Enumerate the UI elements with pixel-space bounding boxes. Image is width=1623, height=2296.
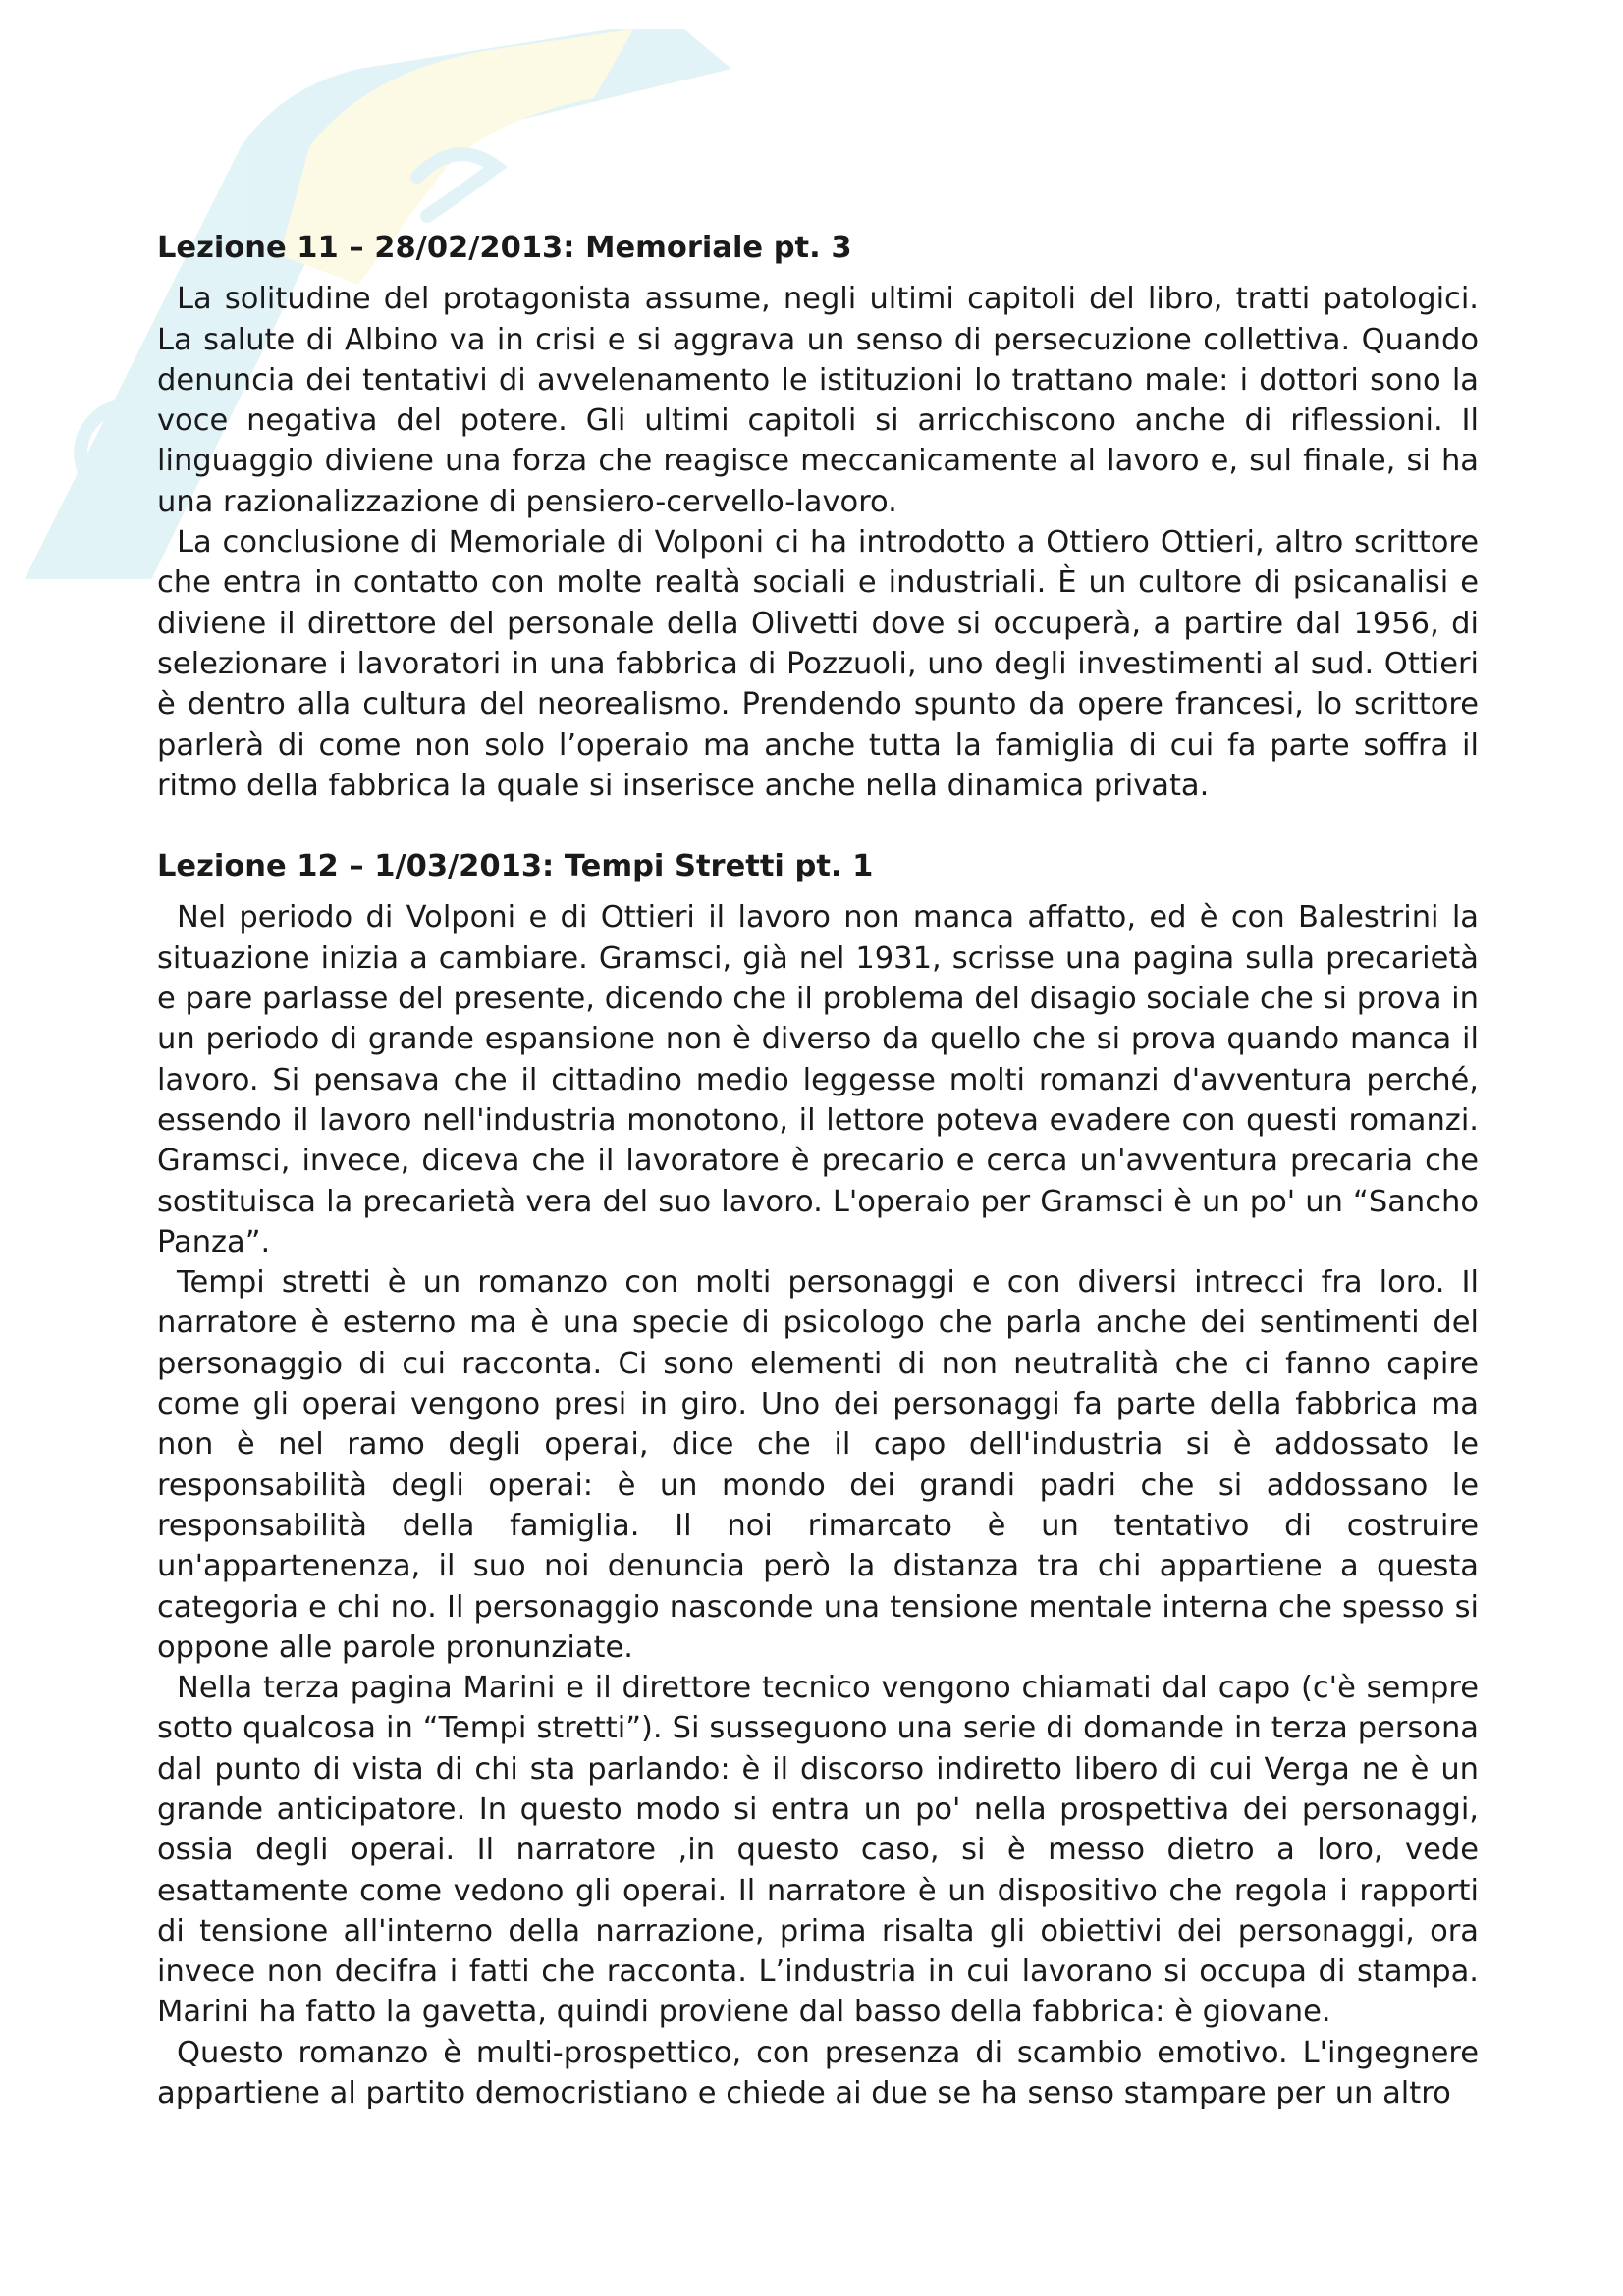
paragraph: La conclusione di Memoriale di Volponi ci ha introdotto a Ottiero Ottieri, altro scrittore che entra in contatto con molte realtà sociali e industriali. È un cultore di psicanalisi e diviene il direttore del personale della Olivetti dove si occuperà, a partire dal 1956, di selezionare i lavoratori in una fabbrica di Pozzuoli, uno degli investimenti al sud. Ottieri è dentro alla cultura del neorealismo. Prendendo spunto da opere francesi, lo scrittore parlerà di come non solo l’operaio ma anche tutta la famiglia di cui fa parte soffra il ritmo della fabbrica la quale si inserisce anche nella dinamica privata. xyxy=(157,525,1479,803)
paragraph: Questo romanzo è multi-prospettico, con presenza di scambio emotivo. L'ingegnere appartiene al partito democristiano e chiede ai due se ha senso stampare per un altro xyxy=(157,2035,1479,2111)
paragraph: La solitudine del protagonista assume, negli ultimi capitoli del libro, tratti patologici. La salute di Albino va in crisi e si aggrava un senso di persecuzione collettiva. Quando denuncia dei tentativi di avvelenamento le istituzioni lo trattano male: i dottori sono la voce negativa del potere. Gli ultimi capitoli si arricchiscono anche di riflessioni. Il linguaggio diviene una forza che reagisce meccanicamente al lavoro e, sul finale, si ha una razionalizzazione di pensiero-cervello-lavoro. xyxy=(157,282,1479,519)
section-lezione-11 xyxy=(157,228,1479,806)
section-lezione-12 xyxy=(157,846,1479,2113)
document-page xyxy=(157,228,1479,2113)
paragraph: Nella terza pagina Marini e il direttore tecnico vengono chiamati dal capo (c'è sempre sotto qualcosa in “Tempi stretti”). Si susseguono una serie di domande in terza persona dal punto di vista di chi sta parlando: è il discorso indiretto libero di cui Verga ne è un grande anticipatore. In questo modo si entra un po' nella prospettiva dei personaggi, ossia degli operai. Il narratore ,in questo caso, si è messo dietro a loro, vede esattamente come vedono gli operai. Il narratore è un dispositivo che regola i rapporti di tensione all'interno della narrazione, prima risalta gli obiettivi dei personaggi, ora invece non decifra i fatti che racconta. L’industria in cui lavorano si occupa di stampa. Marini ha fatto la gavetta, quindi proviene dal basso della fabbrica: è giovane. xyxy=(157,1671,1479,2030)
section-heading: Lezione 12 – 1/03/2013: Tempi Stretti pt. 1 xyxy=(157,849,874,884)
paragraph: Tempi stretti è un romanzo con molti personaggi e con diversi intrecci fra loro. Il narratore è esterno ma è una specie di psicologo che parla anche dei sentimenti del personaggio di cui racconta. Ci sono elementi di non neutralità che ci fanno capire come gli operai vengono presi in giro. Uno dei personaggi fa parte della fabbrica ma non è nel ramo degli operai, dice che il capo dell'industria si è addossato le responsabilità degli operai: è un mondo dei grandi padri che si addossano le responsabilità della famiglia. Il noi rimarcato è un tentativo di costruire un'appartenenza, il suo noi denuncia però la distanza tra chi appartiene a questa categoria e chi no. Il personaggio nasconde una tensione mentale interna che spesso si oppone alle parole pronunziate. xyxy=(157,1265,1479,1665)
watermark-letter-g xyxy=(81,405,162,491)
section-heading: Lezione 11 – 28/02/2013: Memoriale pt. 3 xyxy=(157,231,852,265)
watermark-letter-e xyxy=(417,154,496,216)
paragraph: Nel periodo di Volponi e di Ottieri il lavoro non manca affatto, ed è con Balestrini la situazione inizia a cambiare. Gramsci, già nel 1931, scrisse una pagina sulla precarietà e pare parlasse del presente, dicendo che il problema del disagio sociale che si prova in un periodo di grande espansione non è diverso da quello che si prova quando manca il lavoro. Si pensava che il cittadino medio leggesse molti romanzi d'avventura perché, essendo il lavoro nell'industria monotono, il lettore poteva evadere con questi romanzi. Gramsci, invece, diceva che il lavoratore è precario e cerca un'avventura precaria che sostituisca la precarietà vera del suo lavoro. L'operaio per Gramsci è un po' un “Sancho Panza”. xyxy=(157,900,1479,1259)
